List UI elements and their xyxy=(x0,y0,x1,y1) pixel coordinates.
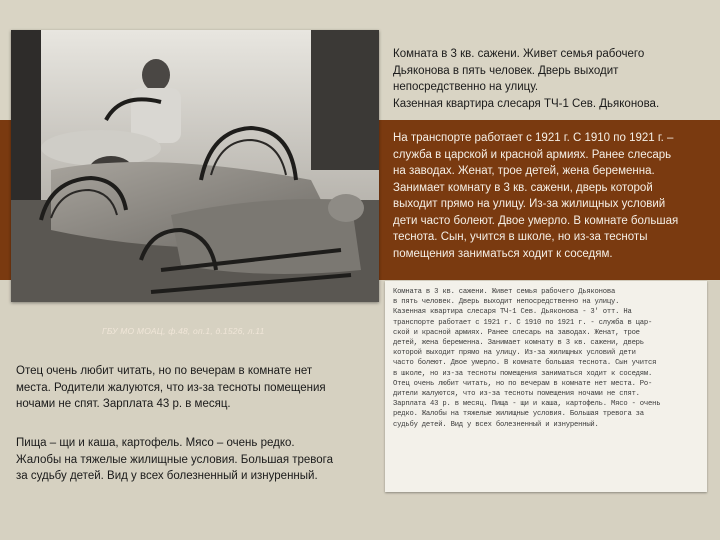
scan-line: в пять человек. Дверь выходит непосредственно на улицу. xyxy=(393,298,620,307)
scan-line: ской и красной армиях. Ранее слесарь на заводах. Женат, трое xyxy=(393,328,640,337)
text-line: Дьяконова в пять человек. Дверь выходит xyxy=(393,64,619,77)
text-line: ночами не спят. Зарплата 43 р. в месяц. xyxy=(16,398,231,410)
text-line: Занимает комнату в 3 кв. сажени, дверь которой xyxy=(393,181,653,194)
family-notes xyxy=(16,363,356,413)
scan-line: которой выходит прямо на улицу. Из-за жилищных условий дети xyxy=(393,349,636,358)
scan-line: Казенная квартира слесаря ТЧ-1 Сев. Дьяконова - 3' отт. На xyxy=(393,308,632,317)
scan-line: дители жалуются, что из-за тесноты помещения ночами не спят. xyxy=(393,390,640,399)
text-line: Комната в 3 кв. сажени. Живет семья рабочего xyxy=(393,48,645,60)
text-line: теснота. Сын, учится в школе, но из-за тесноты xyxy=(393,231,648,243)
typewritten-text xyxy=(393,287,703,430)
text-line: на заводах. Женат, трое детей, жена беременна. xyxy=(393,165,655,177)
text-line: На транспорте работает с 1921 г. С 1910 по 1921 г. – xyxy=(393,132,674,144)
text-line: служба в царской и красной армиях. Ранее слесарь xyxy=(393,148,672,161)
archive-reference-caption: ГБУ МО МОАЦ, ф.48, оп.1, д.1526, л.11 xyxy=(102,326,265,336)
text-line: Пища – щи и каша, картофель. Мясо – очень редко. xyxy=(16,437,295,449)
scan-line: в школе, но из-за тесноты помещения заниматься ходит к соседям. xyxy=(393,369,653,378)
text-line: Отец очень любит читать, но по вечерам в комнате нет xyxy=(16,365,313,377)
scan-line: часто болеют. Двое умерло. В комнате большая теснота. Сын учится xyxy=(393,359,657,368)
living-conditions-notes xyxy=(16,435,356,485)
text-line: места. Родители жалуются, что из-за тесноты помещения xyxy=(16,381,326,394)
scan-line: судьбу детей. Вид у всех болезненный и изнуренный. xyxy=(393,420,599,429)
text-line: помещения заниматься ходит к соседям. xyxy=(393,247,613,260)
text-line: Жалобы на тяжелые жилищные условия. Большая тревога xyxy=(16,453,334,466)
scan-line: Зарплата 43 р. в месяц. Пища - щи и каша, картофель. Мясо - очень xyxy=(393,400,661,409)
worker-biography xyxy=(393,130,693,262)
archival-photograph xyxy=(11,30,379,302)
scan-line: Отец очень любит читать, но по вечерам в комнате нет места. Ро- xyxy=(393,379,653,388)
text-line: за судьбу детей. Вид у всех болезненный и изнуренный. xyxy=(16,470,318,482)
text-line: дети часто болеют. Двое умерло. В комнате большая xyxy=(393,214,679,227)
photo-illustration xyxy=(11,30,379,302)
scan-line: редко. Жалобы на тяжелые жилищные условия. Большая тревога за xyxy=(393,410,644,419)
typewritten-document-scan xyxy=(385,281,707,492)
scan-line: транспорте работает с 1921 г. С 1910 по 1921 г. - служба в цар- xyxy=(393,318,653,327)
photo-description xyxy=(393,46,693,112)
scan-line: детей, жена беременна. Занимает комнату в 3 кв. сажени, дверь xyxy=(393,339,644,348)
text-line: Казенная квартира слесаря ТЧ-1 Сев. Дьяконова. xyxy=(393,97,660,110)
scan-line: Комната в 3 кв. сажени. Живет семья рабочего Дьяконова xyxy=(393,288,616,296)
text-line: непосредственно на улицу. xyxy=(393,81,539,93)
text-line: выходит прямо на улицу. Из-за жилищных условий xyxy=(393,198,666,210)
